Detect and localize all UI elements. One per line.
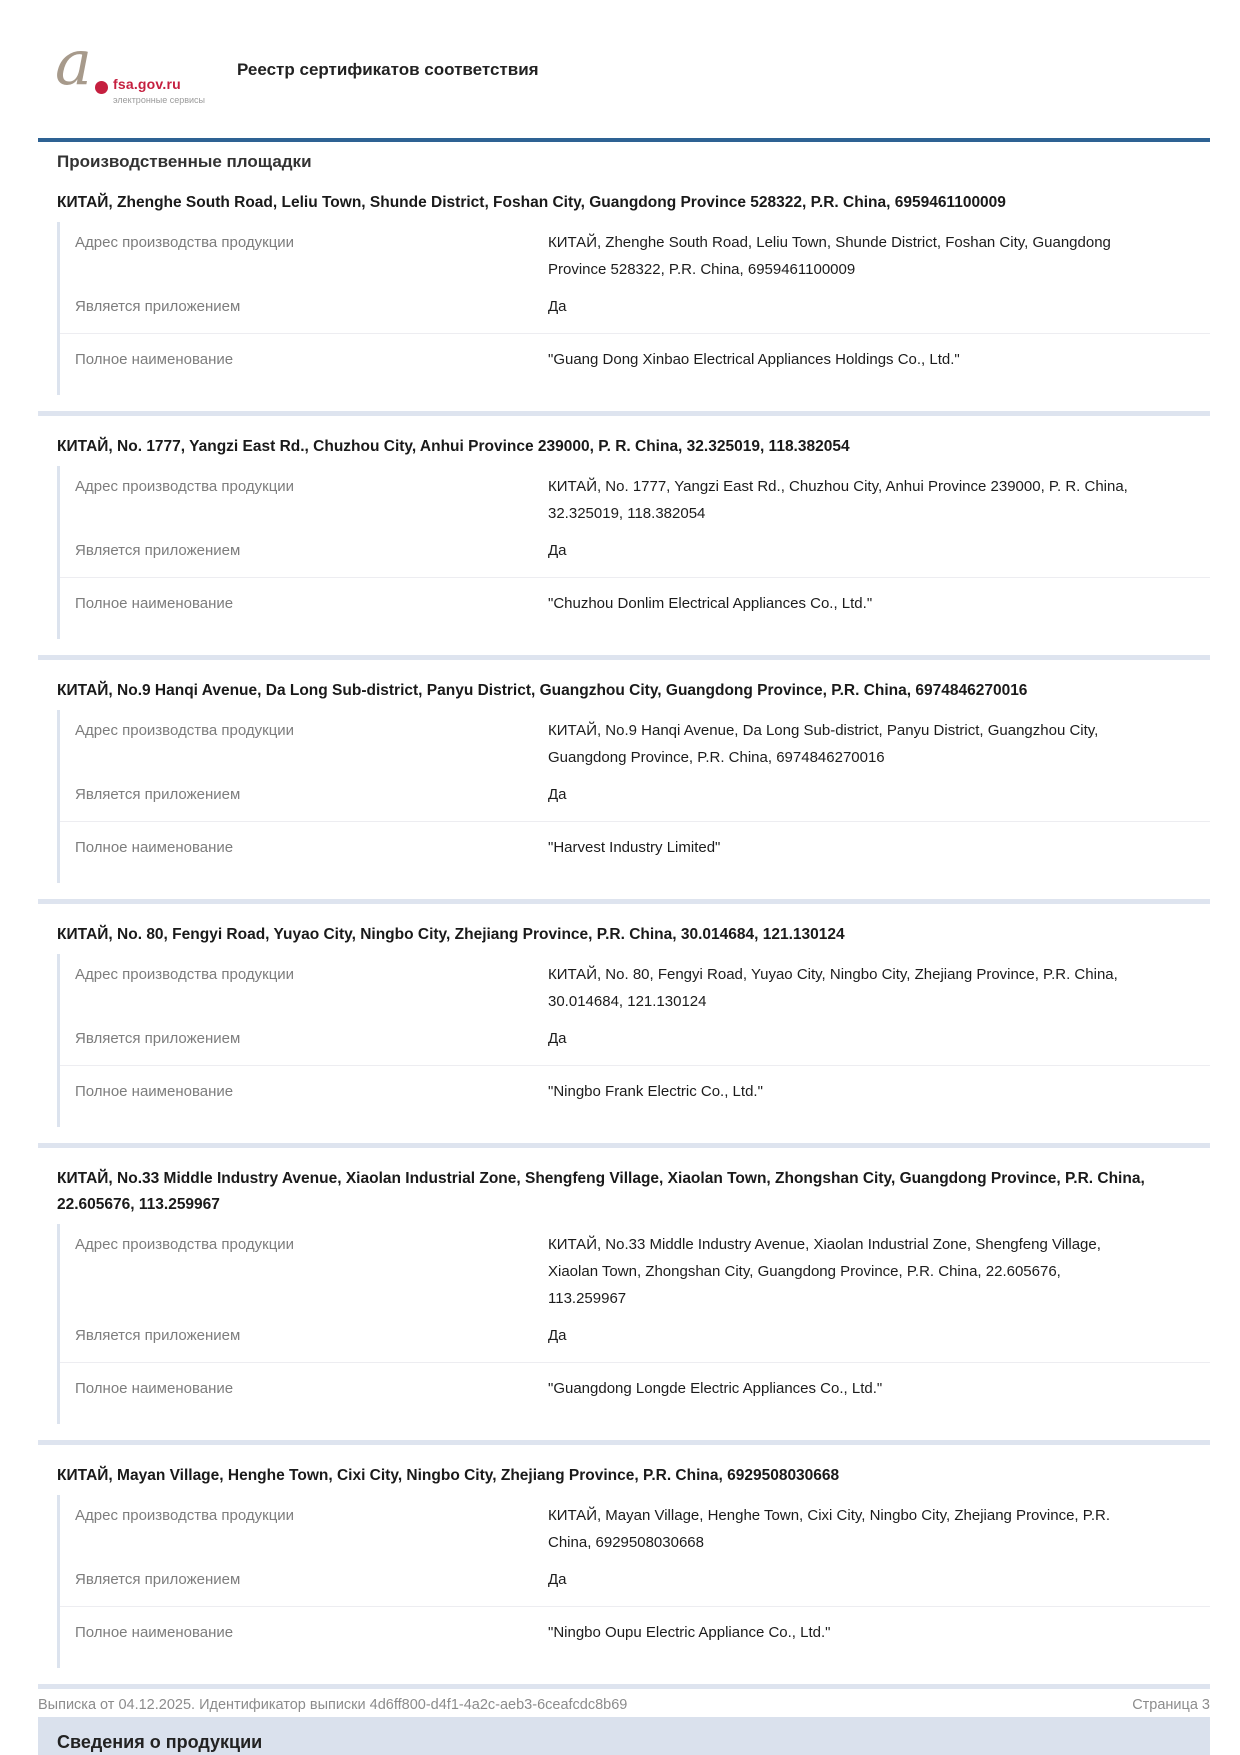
address-label: Адрес производства продукции	[75, 966, 295, 983]
site-address-row	[60, 224, 1210, 288]
fullname-label: Полное наименование	[75, 1380, 234, 1397]
annex-label: Является приложением	[75, 1030, 241, 1047]
production-site-entry	[38, 1463, 1210, 1689]
product-info-section-title: Сведения о продукции	[57, 1731, 263, 1752]
site-header: КИТАЙ, Zhenghe South Road, Leliu Town, Shunde District, Foshan City, Guangdong Province 528322, P.R. China, 6959461100009	[57, 194, 1006, 211]
fullname-value: "Ningbo Frank Electric Co., Ltd."	[548, 1083, 763, 1100]
fsa-logo-mark-icon: a	[55, 26, 92, 99]
site-annex-row	[60, 776, 1210, 813]
annex-label: Является приложением	[75, 542, 241, 559]
address-label: Адрес производства продукции	[75, 1507, 295, 1524]
fullname-value: "Harvest Industry Limited"	[548, 839, 721, 856]
fsa-logo-tagline: электронные сервисы	[113, 95, 206, 105]
address-label: Адрес производства продукции	[75, 722, 295, 739]
site-annex-row	[60, 532, 1210, 569]
sites-list	[38, 190, 1210, 1689]
address-label: Адрес производства продукции	[75, 234, 295, 251]
address-value: КИТАЙ, No. 1777, Yangzi East Rd., Chuzhou City, Anhui Province 239000, P. R. China, 32.325019, 118.382054	[548, 478, 1128, 522]
site-annex-row	[60, 1317, 1210, 1354]
site-header: КИТАЙ, No. 80, Fengyi Road, Yuyao City, Ningbo City, Zhejiang Province, P.R. China, 30.014684, 121.130124	[57, 926, 845, 943]
address-value: КИТАЙ, Mayan Village, Henghe Town, Cixi City, Ningbo City, Zhejiang Province, P.R. China, 6929508030668	[548, 1507, 1110, 1551]
site-fullname-row	[60, 577, 1210, 629]
annex-value: Да	[548, 1327, 567, 1344]
production-site-entry	[38, 1166, 1210, 1445]
site-separator	[38, 1440, 1210, 1445]
site-address-row	[60, 1226, 1210, 1317]
site-fullname-row	[60, 1362, 1210, 1414]
fsa-logo-dot-icon	[95, 81, 108, 94]
site-address-row	[60, 956, 1210, 1020]
address-value: КИТАЙ, No.33 Middle Industry Avenue, Xiaolan Industrial Zone, Shengfeng Village, Xiaolan Town, Zhongshan City, Guangdong Province, P.R. China, 22.605676, 113.259967	[548, 1236, 1101, 1307]
address-value: КИТАЙ, No.9 Hanqi Avenue, Da Long Sub-district, Panyu District, Guangzhou City, Guangdong Province, P.R. China, 6974846270016	[548, 722, 1099, 766]
site-details	[57, 954, 1210, 1127]
extract-info: Выписка от 04.12.2025. Идентификатор выписки 4d6ff800-d4f1-4a2c-aeb3-6ceafcdc8b69	[38, 1697, 628, 1713]
site-annex-row	[60, 288, 1210, 325]
address-label: Адрес производства продукции	[75, 1236, 295, 1253]
site-address-row	[60, 1497, 1210, 1561]
address-value: КИТАЙ, Zhenghe South Road, Leliu Town, Shunde District, Foshan City, Guangdong Province 528322, P.R. China, 6959461100009	[548, 234, 1111, 278]
annex-value: Да	[548, 786, 567, 803]
annex-label: Является приложением	[75, 1327, 241, 1344]
site-fullname-row	[60, 333, 1210, 385]
site-separator	[38, 655, 1210, 660]
fullname-label: Полное наименование	[75, 595, 234, 612]
fullname-value: "Chuzhou Donlim Electrical Appliances Co., Ltd."	[548, 595, 873, 612]
page-number: Страница 3	[1132, 1697, 1210, 1713]
annex-value: Да	[548, 1571, 567, 1588]
production-sites-section-title: Производственные площадки	[57, 152, 312, 171]
site-separator	[38, 1684, 1210, 1689]
fullname-value: "Ningbo Oupu Electric Appliance Co., Ltd."	[548, 1624, 831, 1641]
site-header: КИТАЙ, No. 1777, Yangzi East Rd., Chuzhou City, Anhui Province 239000, P. R. China, 32.325019, 118.382054	[57, 438, 850, 455]
annex-value: Да	[548, 1030, 567, 1047]
site-details	[57, 710, 1210, 883]
site-header: КИТАЙ, No.33 Middle Industry Avenue, Xiaolan Industrial Zone, Shengfeng Village, Xiaolan Town, Zhongshan City, Guangdong Province, P.R. China, 22.605676, 113.259967	[57, 1170, 1145, 1213]
address-label: Адрес производства продукции	[75, 478, 295, 495]
annex-value: Да	[548, 542, 567, 559]
annex-label: Является приложением	[75, 1571, 241, 1588]
site-fullname-row	[60, 821, 1210, 873]
production-site-entry	[38, 434, 1210, 660]
fsa-logo-text	[113, 76, 205, 105]
fullname-value: "Guang Dong Xinbao Electrical Appliances Holdings Co., Ltd."	[548, 351, 960, 368]
production-site-entry	[38, 922, 1210, 1148]
site-separator	[38, 899, 1210, 904]
fullname-label: Полное наименование	[75, 839, 234, 856]
annex-label: Является приложением	[75, 298, 241, 315]
site-fullname-row	[60, 1065, 1210, 1117]
site-fullname-row	[60, 1606, 1210, 1658]
fsa-logo	[55, 26, 225, 112]
product-info-section-header	[38, 1717, 1210, 1755]
document-header	[55, 0, 1210, 112]
fsa-logo-site: fsa.gov.ru	[113, 76, 181, 92]
fullname-label: Полное наименование	[75, 351, 234, 368]
document-footer	[38, 1697, 1210, 1713]
page-title: Реестр сертификатов соответствия	[237, 60, 539, 79]
header-divider	[38, 138, 1210, 142]
site-annex-row	[60, 1020, 1210, 1057]
fullname-label: Полное наименование	[75, 1083, 234, 1100]
site-separator	[38, 411, 1210, 416]
production-site-entry	[38, 678, 1210, 904]
fullname-value: "Guangdong Longde Electric Appliances Co., Ltd."	[548, 1380, 883, 1397]
site-details	[57, 466, 1210, 639]
site-address-row	[60, 712, 1210, 776]
site-annex-row	[60, 1561, 1210, 1598]
site-header: КИТАЙ, Mayan Village, Henghe Town, Cixi City, Ningbo City, Zhejiang Province, P.R. China, 6929508030668	[57, 1467, 840, 1484]
annex-label: Является приложением	[75, 786, 241, 803]
site-address-row	[60, 468, 1210, 532]
site-header: КИТАЙ, No.9 Hanqi Avenue, Da Long Sub-district, Panyu District, Guangzhou City, Guangdong Province, P.R. China, 6974846270016	[57, 682, 1028, 699]
production-site-entry	[38, 190, 1210, 416]
site-separator	[38, 1143, 1210, 1148]
site-details	[57, 1224, 1210, 1424]
fullname-label: Полное наименование	[75, 1624, 234, 1641]
site-details	[57, 1495, 1210, 1668]
address-value: КИТАЙ, No. 80, Fengyi Road, Yuyao City, Ningbo City, Zhejiang Province, P.R. China, 30.014684, 121.130124	[548, 966, 1118, 1010]
site-details	[57, 222, 1210, 395]
annex-value: Да	[548, 298, 567, 315]
